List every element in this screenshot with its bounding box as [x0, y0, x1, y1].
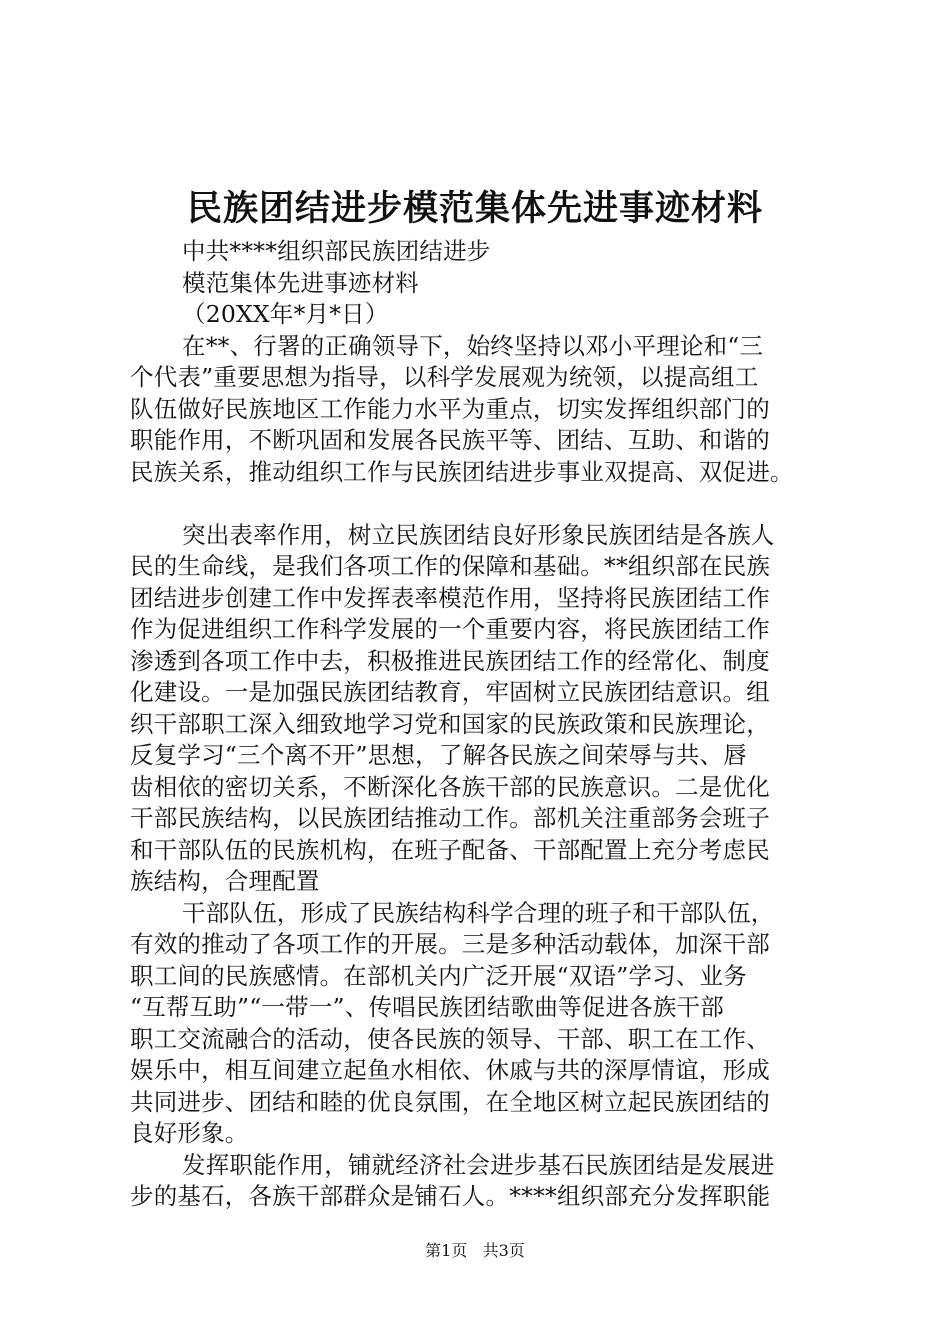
text-line: 职工间的民族感情。在部机关内广泛开展“双语”学习、业务 — [130, 961, 747, 990]
text-line: 发挥职能作用，铺就经济社会进步基石民族团结是发展进 — [182, 1150, 775, 1179]
text-line: 干部民族结构，以民族团结推动工作。部机关注重部务会班子 — [130, 804, 770, 832]
text-line: 良好形象。 — [130, 1119, 249, 1147]
text-line: 作为促进组织工作科学发展的一个重要内容，将民族团结工作 — [130, 615, 770, 643]
text-line: 和干部队伍的民族机构，在班子配备、干部配置上充分考虑民 — [130, 835, 770, 864]
text-line: 中共****组织部民族团结进步 — [182, 237, 491, 265]
text-line: 职工交流融合的活动，使各民族的领导、干部、职工在工作、 — [130, 1024, 770, 1053]
text-line: 模范集体先进事迹材料 — [182, 268, 419, 297]
text-line: 织干部职工深入细致地学习党和国家的民族政策和民族理论， — [130, 709, 770, 738]
text-line: “互帮互助”“一带一”、传唱民族团结歌曲等促进各族干部 — [130, 993, 724, 1021]
text-line: 民族关系，推动组织工作与民族团结进步事业双提高、双促进。 — [130, 457, 794, 486]
page-total: 共3页 — [482, 1241, 525, 1260]
text-line: 化建设。一是加强民族团结教育，牢固树立民族团结意识。组 — [130, 678, 770, 706]
text-line: 娱乐中，相互间建立起鱼水相依、休戚与共的深厚情谊，形成 — [130, 1056, 770, 1084]
blank-line — [130, 488, 835, 520]
text-line: 在**、行署的正确领导下，始终坚持以邓小平理论和“三 — [182, 331, 764, 360]
page-footer — [0, 1240, 950, 1262]
text-line: （20XX年*月*日） — [182, 300, 389, 328]
text-line: 渗透到各项工作中去，积极推进民族团结工作的经常化、制度 — [130, 646, 770, 675]
text-line: 个代表”重要思想为指导，以科学发展观为统领，以提高组工 — [130, 363, 759, 391]
text-line: 共同进步、团结和睦的优良氛围，在全地区树立起民族团结的 — [130, 1087, 770, 1116]
text-line: 反复学习“三个离不开”思想，了解各民族之间荣辱与共、唇 — [130, 741, 747, 769]
text-line: 突出表率作用，树立民族团结良好形象民族团结是各族人 — [182, 520, 775, 549]
text-line: 干部队伍，形成了民族结构科学合理的班子和干部队伍， — [182, 898, 775, 927]
document-body — [130, 236, 835, 1213]
text-line: 步的基石，各族干部群众是铺石人。****组织部充分发挥职能 — [130, 1182, 771, 1210]
page-number: 第1页 — [425, 1241, 468, 1260]
text-line: 齿相依的密切关系，不断深化各族干部的民族意识。二是优化 — [130, 772, 770, 801]
text-line: 民的生命线，是我们各项工作的保障和基础。**组织部在民族 — [130, 552, 771, 580]
text-line: 有效的推动了各项工作的开展。三是多种活动载体，加深干部 — [130, 930, 770, 958]
text-line: 团结进步创建工作中发挥表率模范作用，坚持将民族团结工作 — [130, 583, 770, 612]
text-line: 职能作用，不断巩固和发展各民族平等、团结、互助、和谐的 — [130, 426, 770, 454]
document-title: 民族团结进步模范集体先进事迹材料 — [186, 188, 763, 229]
text-line: 队伍做好民族地区工作能力水平为重点，切实发挥组织部门的 — [130, 394, 770, 423]
text-line: 族结构，合理配置 — [130, 867, 320, 895]
